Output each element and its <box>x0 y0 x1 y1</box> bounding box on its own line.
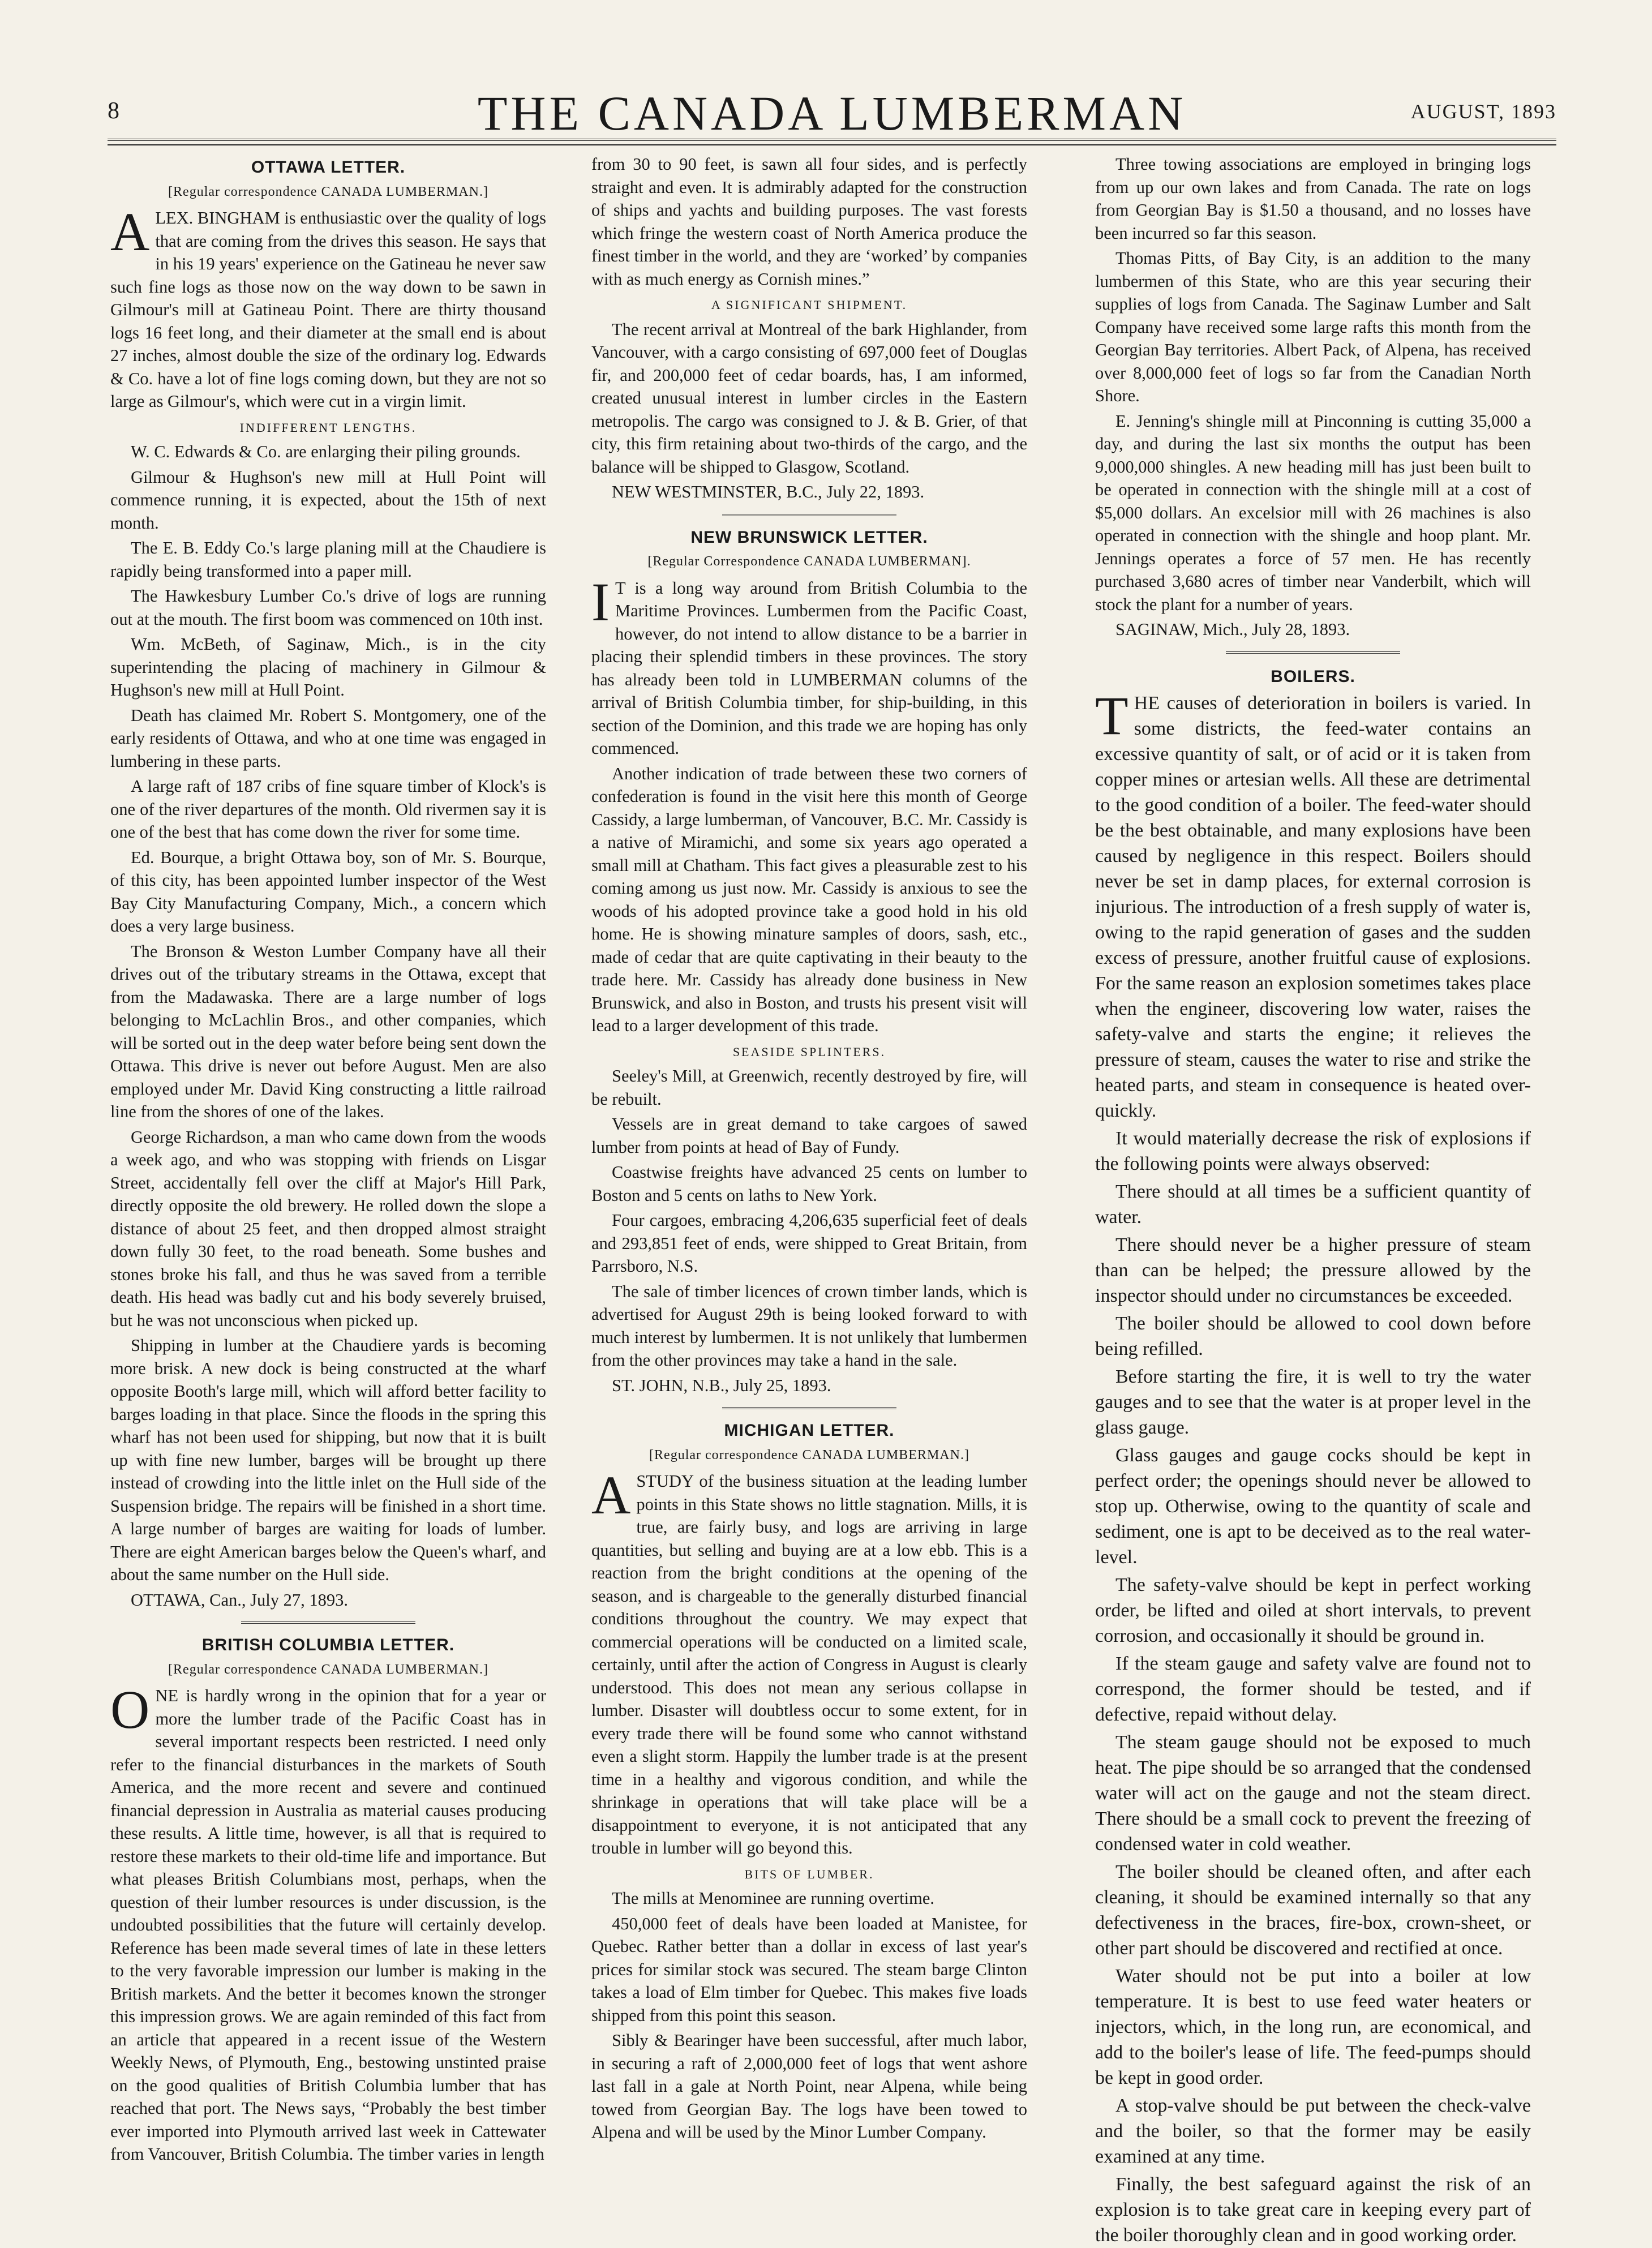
boilers-paragraph: A stop-valve should be put between the check-valve and the boiler, so that the former may be easily examined at any time. <box>1095 2095 1531 2167</box>
bc-paragraph: ONE is hardly wrong in the opinion that for a year or more the lumber trade of the Pacific Coast has in several important respects been restricted. I need only refer to the financial disturbances in the markets of South America, and the more recent and severe and continued financial depression in Australia as material causes producing these results. A little time, however, is all that is required to restore these markets to their old-time life and importance. But what pleases British Columbians most, perhaps, when the question of their lumber resources is under discussion, is the undoubted possibilities that the future will certainly develop. Reference has been made several times of late in these letters to the very favorable impression our lumber is making in the British markets. And the better it becomes known the stronger this impression grows. We are again reminded of this fact from an article that appeared in a recent issue of the Western Weekly News, of Plymouth, Eng., bestowing unstinted praise on the good qualities of British Columbia lumber that has reached that port. The News says, “Probably the best timber ever imported into Plymouth arrived last week in Cattewater from Vancouver, British Columbia. The timber varies in length <box>110 1679 546 2164</box>
drop-cap: I <box>591 571 610 632</box>
ottawa-paragraph: W. C. Edwards & Co. are enlarging their piling grounds. <box>131 442 521 461</box>
nb-letter <box>591 526 1027 1397</box>
boilers-paragraph: Finally, the best safeguard against the risk of an explosion is to take great care in keeping every part of the boiler thoroughly clean and in good working order. <box>1095 2173 1531 2246</box>
nb-paragraph: Four cargoes, embracing 4,206,635 superficial feet of deals and 293,851 feet of ends, were shipped to Great Britain, from Parrsboro, N.S. <box>591 1211 1027 1276</box>
ottawa-paragraph: A large raft of 187 cribs of fine square timber of Klock's is one of the river departures of the month. Old rivermen say it is one of the best that has come down the river for some time. <box>110 776 546 842</box>
boilers-paragraph: The boiler should be cleaned often, and after each cleaning, it should be examined internally so that any defectiveness in the braces, fire-box, crown-sheet, or other part should be discovered and rectified at once. <box>1095 1861 1531 1959</box>
boilers-paragraph: THE causes of deterioration in boilers is varied. In some districts, the feed-water contains an excessive quantity of salt, or of acid or it is taken from copper mines or artesian wells. All these are detrimental to the good condition of a boiler. The feed-water should be the best obtainable, and many explosions have been caused by negligence in this respect. Boilers should never be set in damp places, for external corrosion is injurious. The introduction of a fresh supply of water is, owing to the rapid generation of gases and the sudden excess of pressure, another fruitful cause of explosions. For the same reason an explosion sometimes takes place when the engineer, discovering low water, raises the safety-valve and starts the engine; it relieves the pressure of steam, causes the water to rise and strike the heated parts, and steam in consequence is heated over-quickly. <box>1095 685 1531 1121</box>
newspaper-title: THE CANADA LUMBERMAN <box>477 86 1187 140</box>
nb-paragraph: The sale of timber licences of crown timber lands, which is advertised for August 29th is being looked forward to with much interest by lumbermen. It is not unlikely that lumbermen from the other provinces may take a hand in the sale. <box>591 1281 1027 1370</box>
column-1 <box>110 153 546 2190</box>
ottawa-paragraph: The Bronson & Weston Lumber Company have all their drives out of the tributary streams in the Ottawa, except that from the Madawaska. There are a large number of logs belonging to McLachlin Bros., and other companies, which will be sorted out in the deep water before being sent down the Ottawa. This drive is never out before August. Men are also employed under Mr. David King constructing a little railroad line from the shores of one of the lakes. <box>110 941 546 1121</box>
boilers-paragraph: It would materially decrease the risk of explosions if the following points were always observed: <box>1095 1127 1531 1174</box>
michigan-paragraph: Sibly & Bearinger have been successful, after much labor, in securing a raft of 2,000,000 feet of logs that went ashore last fall in a gale at North Point, near Alpena, while being towed from Georgian Bay. The logs have been towed to Alpena and will be used by the Minor Lumber Company. <box>591 2031 1027 2142</box>
bc-paragraph: The recent arrival at Montreal of the bark Highlander, from Vancouver, with a cargo consisting of 697,000 feet of Douglas fir, and 200,000 feet of cedar boards, has, I am informed, created unusual interest in lumber circles in the Eastern metropolis. The cargo was consigned to J. & B. Grier, of that city, this firm retaining about two-thirds of the cargo, and the balance will be shipped to Glasgow, Scotland. <box>591 319 1027 477</box>
ottawa-headline: OTTAWA LETTER. <box>251 158 406 177</box>
ottawa-subhead: INDIFFERENT LENGTHS. <box>239 420 417 435</box>
drop-cap: A <box>110 201 150 262</box>
boilers-paragraph: The steam gauge should not be exposed to much heat. The pipe should be so arranged that the condensed water will act on the gauge and not the steam direct. There should be a small cock to prevent the freezing of condensed water in cold weather. <box>1095 1731 1531 1855</box>
michigan-dateline: SAGINAW, Mich., July 28, 1893. <box>1115 620 1350 639</box>
nb-paragraph: Seeley's Mill, at Greenwich, recently destroyed by fire, will be rebuilt. <box>591 1066 1027 1109</box>
michigan-paragraph: Thomas Pitts, of Bay City, is an addition to the many lumbermen of this State, who are this year securing their supplies of logs from Canada. The Saginaw Lumber and Salt Company have received some large rafts this month from the Georgian Bay territories. Albert Pack, of Alpena, has received over 8,000,000 feet of logs so far from the Canadian North Shore. <box>1095 248 1531 405</box>
michigan-correspondence: [Regular correspondence CANADA LUMBERMAN.] <box>649 1447 969 1462</box>
drop-cap: O <box>110 1679 150 1740</box>
michigan-subhead: BITS OF LUMBER. <box>744 1867 874 1881</box>
drop-cap: A <box>591 1465 631 1525</box>
nb-correspondence: [Regular Correspondence CANADA LUMBERMAN]. <box>647 554 971 569</box>
nb-subhead: SEASIDE SPLINTERS. <box>732 1044 886 1059</box>
page-number: 8 <box>108 98 119 124</box>
section-divider <box>722 1407 896 1412</box>
nb-headline: NEW BRUNSWICK LETTER. <box>690 527 928 547</box>
boilers-paragraph: The safety-valve should be kept in perfect working order, be lifted and oiled at short intervals, to prevent corrosion, and occasionally it should be ground in. <box>1095 1574 1531 1646</box>
boilers-paragraph: Glass gauges and gauge cocks should be kept in perfect order; the openings should never be allowed to stop up. Otherwise, owing to the quantity of scale and sediment, one is apt to be deceived as to the real water-level. <box>1095 1444 1531 1568</box>
section-divider <box>241 1621 415 1626</box>
michigan-paragraph: 450,000 feet of deals have been loaded at Manistee, for Quebec. Rather better than a dollar in excess of last year's prices for similar stock was secured. The steam barge Clinton takes a load of Elm timber for Quebec. This makes five loads shipped from this point this season. <box>591 1914 1027 2025</box>
ottawa-dateline: OTTAWA, Can., July 27, 1893. <box>131 1590 348 1610</box>
issue-date: AUGUST, 1893 <box>1410 100 1556 123</box>
ottawa-paragraph: George Richardson, a man who came down from the woods a week ago, and who was stopping with friends on Lisgar Street, accidentally fell over the cliff at Major's Hill Park, directly opposite the old brewery. He rolled down the slope a distance of about 25 feet, and then dropped almost straight down fully 30 feet, to the road beneath. Some bushes and stones broke his fall, and thus he was saved from a terrible death. His head was badly cut and his body severely bruised, but he was not unconscious when picked up. <box>110 1127 546 1330</box>
michigan-paragraph: The mills at Menominee are running overtime. <box>612 1889 935 1908</box>
nb-paragraph: I T is a long way around from British Columbia to the Maritime Provinces. Lumbermen from the Pacific Coast, however, do not intend to allow distance to be a barrier in placing their splendid timbers in these provinces. The story has already been told in LUMBERMAN columns of the arrival of British Columbia timber, for ship-building, in this section of the Dominion, and this trade we are hoping has only commenced. <box>591 571 1027 758</box>
boilers-article <box>1095 664 1531 2248</box>
nb-dateline: ST. JOHN, N.B., July 25, 1893. <box>612 1375 831 1395</box>
boilers-headline: BOILERS. <box>1271 667 1355 686</box>
michigan-paragraph: E. Jenning's shingle mill at Pinconning is cutting 35,000 a day, and during the last six months the output has been 9,000,000 shingles. A new heading mill has just been built to be operated in connection with the shingle mill at a cost of $5,000 dollars. An excelsior mill with 26 machines is also operated in connection with the shingle and hoop plant. Mr. Jennings operates a force of 57 men. He has recently purchased 3,680 acres of timber near Vanderbilt, which will stock the plant for a number of years. <box>1095 411 1531 614</box>
michigan-letter <box>591 1419 1027 2144</box>
ottawa-paragraph: The Hawkesbury Lumber Co.'s drive of logs are running out at the mouth. The first boom was commenced on 10th inst. <box>110 586 546 629</box>
ottawa-paragraph: Gilmour & Hughson's new mill at Hull Point will commence running, it is expected, about the 15th of next month. <box>110 467 546 533</box>
ottawa-paragraph: The E. B. Eddy Co.'s large planing mill at the Chaudiere is rapidly being transformed into a paper mill. <box>110 538 546 581</box>
ottawa-paragraph: Death has claimed Mr. Robert S. Montgomery, one of the early residents of Ottawa, and who at one time was engaged in lumbering in these parts. <box>110 705 546 771</box>
boilers-paragraph: There should never be a higher pressure of steam than can be helped; the pressure allowed by the inspector should under no circumstances be exceeded. <box>1095 1234 1531 1306</box>
nb-paragraph: Vessels are in great demand to take cargoes of sawed lumber from points at head of Bay of Fundy. <box>591 1114 1027 1157</box>
boilers-paragraph: Before starting the fire, it is well to try the water gauges and to see that the water is at proper level in the glass gauge. <box>1095 1366 1531 1438</box>
bc-headline: BRITISH COLUMBIA LETTER. <box>201 1636 455 1654</box>
nb-paragraph: Coastwise freights have advanced 25 cents on lumber to Boston and 5 cents on laths to New York. <box>591 1162 1027 1205</box>
ottawa-paragraph: Shipping in lumber at the Chaudiere yards is becoming more brisk. A new dock is being constructed at the wharf opposite Booth's large mill, which will afford better facility to barges loading in that place. Since the floods in the spring this wharf has not been used for shipping, but now that it is built up with fine new lumber, barges will be brought up there instead of crowding into the little inlet on the Hull side of the Suspension bridge. The repairs will be finished in a short time. A large number of barges are waiting for loads of lumber. There are eight American barges below the Queen's wharf, and about the same number on the Hull side. <box>110 1336 546 1584</box>
masthead-rule <box>108 139 1556 145</box>
masthead <box>108 85 1556 140</box>
bc-subhead: A SIGNIFICANT SHIPMENT. <box>711 298 908 312</box>
nb-paragraph: Another indication of trade between these two corners of confederation is found in the visit here this month of George Cassidy, a large lumberman, of Vancouver, B.C. Mr. Cassidy is a native of Miramichi, and some six years ago operated a small mill at Chatham. This fact gives a pleasurable zest to his coming among us just now. Mr. Cassidy is anxious to see the woods of his adopted province take a good hold in his old home. He is showing minature samples of doors, sash, etc., made of cedar that are quite captivating in their beauty to the trade here. Mr. Cassidy has already done business in New Brunswick, and also in Boston, and trusts his present visit will lead to a larger development of this trade. <box>591 763 1027 1035</box>
boilers-paragraph: The boiler should be allowed to cool down before being refilled. <box>1095 1312 1531 1359</box>
ottawa-correspondence: [Regular correspondence CANADA LUMBERMAN.] <box>168 184 488 199</box>
ottawa-paragraph: Ed. Bourque, a bright Ottawa boy, son of Mr. S. Bourque, of this city, has been appointed lumber inspector of the West Bay City Manufacturing Company, Mich., a concern which does a very large business. <box>110 847 546 936</box>
boilers-paragraph: Water should not be put into a boiler at low temperature. It is best to use feed water heaters or injectors, which, in the long run, are economical, and add to the boiler's lease of life. The feed-pumps should be kept in good order. <box>1095 1965 1531 2088</box>
ottawa-paragraph: Wm. McBeth, of Saginaw, Mich., is in the city superintending the placing of machinery in Gilmour & Hughson's new mill at Hull Point. <box>110 634 546 700</box>
ottawa-paragraph: ALEX. BINGHAM is enthusiastic over the quality of logs that are coming from the drives this season. He says that in his 19 years' experience on the Gatineau he never saw such fine logs as those now on the way down to be sawn in Gilmour's mill at Gatineau Point. There are thirty thousand logs 16 feet long, and their diameter at the small end is about 27 inches, almost double the size of the ordinary log. Edwards & Co. have a lot of fine logs coming down, but they are not so large as Gilmour's, which were cut in a virgin limit. <box>110 201 546 411</box>
column-2 <box>591 153 1027 2190</box>
bc-paragraph: from 30 to 90 feet, is sawn all four sides, and is perfectly straight and even. It is admirably adapted for the construction of ships and yachts and building purposes. The vast forests which fringe the western coast of North America produce the finest timber in the world, and they are ‘worked’ by companies with as much energy as Cornish mines.” <box>591 155 1027 289</box>
section-divider <box>722 514 896 518</box>
bc-correspondence: [Regular correspondence CANADA LUMBERMAN.] <box>168 1662 488 1677</box>
boilers-paragraph: There should at all times be a sufficient quantity of water. <box>1095 1181 1531 1228</box>
bc-dateline: NEW WESTMINSTER, B.C., July 22, 1893. <box>612 482 925 501</box>
bc-letter <box>110 1634 546 2166</box>
drop-cap: T <box>1095 685 1128 746</box>
boilers-paragraph: If the steam gauge and safety valve are found not to correspond, the former should be tested, and if defective, repaid without delay. <box>1095 1653 1531 1725</box>
michigan-headline: MICHIGAN LETTER. <box>724 1421 895 1440</box>
section-divider <box>1226 651 1400 656</box>
michigan-paragraph: ASTUDY of the business situation at the leading lumber points in this State shows no little stagnation. Mills, it is true, are fairly busy, and logs are arriving in large quantities, but selling and buying are at a low ebb. This is a reaction from the bright conditions at the opening of the season, and is chargeable to the generally disturbed financial conditions throughout the country. We may expect that commercial operations will be conducted on a limited scale, certainly, until after the action of Congress in August is clearly understood. This does not mean any serious collapse in lumber. Disaster will doubtless occur to some extent, for in every trade there will be found some who cannot withstand even a slight storm. Happily the lumber trade is at the present time in a healthy and vigorous condition, and while the shrinkage in operations that will take place will be a disappointment to everyone, it is not anticipated that any trouble in lumber will go beyond this. <box>591 1465 1027 1857</box>
column-3 <box>1095 153 1531 2246</box>
michigan-paragraph: Three towing associations are employed in bringing logs from up our own lakes and from Canada. The rate on logs from Georgian Bay is $1.50 a thousand, and no losses have been incurred so far this season. <box>1095 155 1531 243</box>
ottawa-letter <box>110 156 546 1611</box>
